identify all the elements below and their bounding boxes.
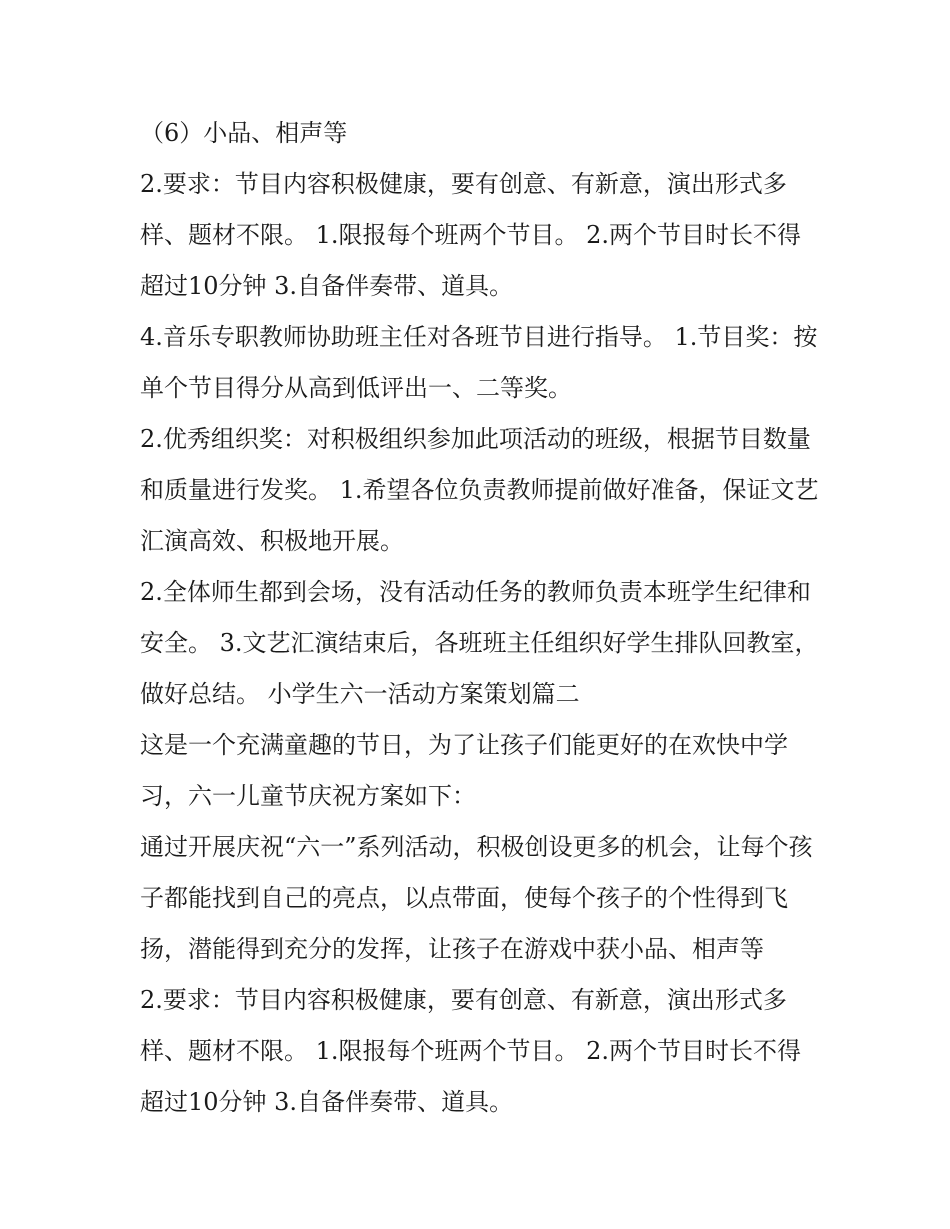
paragraph-2: 2.要求：节目内容积极健康，要有创意、有新意，演出形式多样、题材不限。 1.限报每个班两个节目。 2.两个节目时长不得超过10分钟 3.自备伴奏带、道具。 xyxy=(140,170,802,300)
paragraph-5: 2.全体师生都到会场，没有活动任务的教师负责本班学生纪律和安全。 3.文艺汇演结束后，各班班主任组织好学生排队回教室，做好总结。 小学生六一活动方案策划篇二 xyxy=(140,578,819,708)
paragraph-3: 4.音乐专职教师协助班主任对各班节目进行指导。 1.节目奖：按单个节目得分从高到低评出一、二等奖。 xyxy=(140,323,818,402)
paragraph-4: 2.优秀组织奖：对积极组织参加此项活动的班级，根据节目数量和质量进行发奖。 1.希望各位负责教师提前做好准备，保证文艺汇演高效、积极地开展。 xyxy=(140,425,819,555)
paragraph-6: 这是一个充满童趣的节日，为了让孩子们能更好的在欢快中学习，六一儿童节庆祝方案如下： xyxy=(140,731,788,810)
paragraph-8: 2.要求：节目内容积极健康，要有创意、有新意，演出形式多样、题材不限。 1.限报每个班两个节目。 2.两个节目时长不得超过10分钟 3.自备伴奏带、道具。 xyxy=(140,986,802,1116)
paragraph-7: 通过开展庆祝“六一”系列活动，积极创设更多的机会，让每个孩子都能找到自己的亮点，以点带面，使每个孩子的个性得到飞扬，潜能得到充分的发挥，让孩子在游戏中获小品、相声等 xyxy=(140,833,813,963)
document-body xyxy=(140,108,820,1128)
paragraph-1: （6）小品、相声等 xyxy=(140,119,348,147)
